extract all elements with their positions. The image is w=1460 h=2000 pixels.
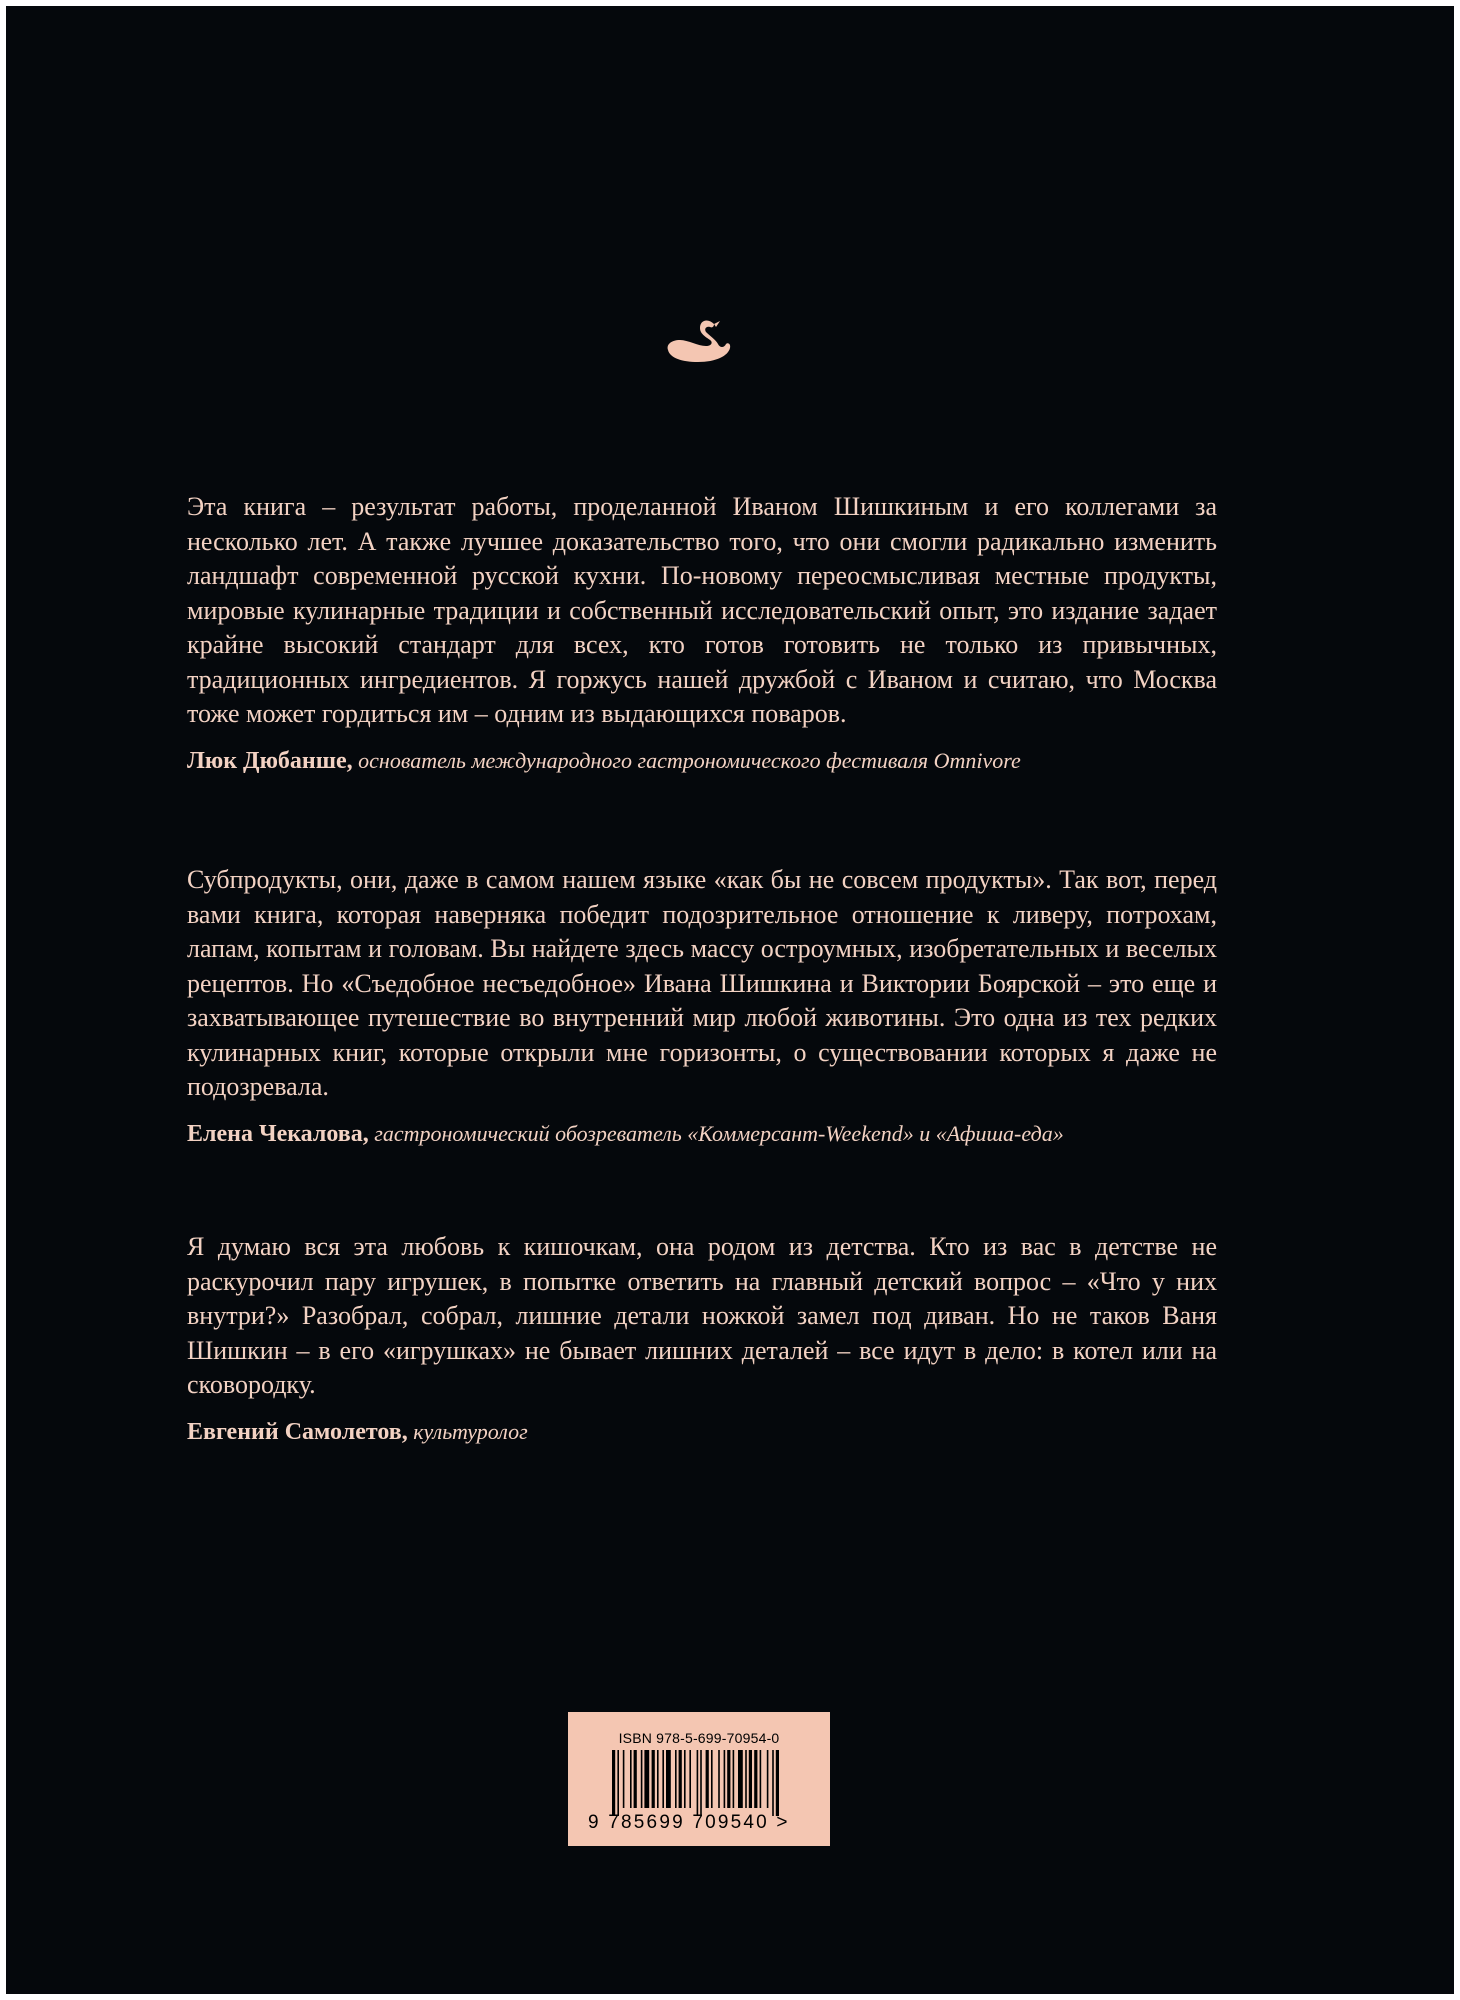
barcode-bars [612,1750,790,1816]
quote-author: Люк Дюбанше, [187,747,353,774]
barcode-bar [644,1750,649,1808]
barcode-digits: 9 785699 709540 > [588,1812,790,1833]
quote-attribution [187,1119,1217,1149]
isbn-barcode [568,1712,830,1846]
barcode-bar [689,1750,691,1808]
barcode-bar [767,1750,769,1808]
barcode-bar [749,1750,752,1808]
swan-icon [664,318,734,364]
barcode-bar [745,1750,747,1808]
quote-block [187,490,1217,776]
quote-text: Я думаю вся эта любовь к кишочкам, она родом из детства. Кто из вас в детстве не раскурочил пару игрушек, в попытке ответить на главный детский вопрос – «Что у них внутри?» Разобрал, собрал, лишние детали ножкой замел под диван. Но не таков Ваня Шишкин – в его «игрушках» не бывает лишних деталей – все идут в дело: в котел или на сковородку. [187,1232,1217,1399]
barcode-bar [657,1750,659,1808]
quote-text: Субпродукты, они, даже в самом нашем языке «как бы не совсем продукты». Так вот, перед вами книга, которая наверняка победит подозрительное отношение к ливеру, потрохам, лапам, копытам и головам. Вы найдете здесь массу остроумных, изобретательных и веселых рецептов. Но «Съедобное несъедобное» Ивана Шишкина и Виктории Боярской – это еще и захватывающее путешествие во внутренний мир любой животины. Это одна из тех редких кулинарных книг, которые открыли мне горизонты, о существовании которых я даже не подозревала. [187,865,1217,1101]
barcode-bar [754,1750,757,1808]
barcode-bar [652,1750,655,1808]
barcode-bar [727,1750,730,1808]
barcode-bar [612,1750,615,1816]
quote-attribution [187,746,1217,776]
barcode-bar [634,1750,637,1808]
quote-text: Эта книга – результат работы, проделанной Иваном Шишкиным и его коллегами за несколько лет. А также лучшее доказательство того, что они смогли радикально изменить ландшафт современной русской кухни. По-новому переосмысливая местные продукты, мировые кулинарные традиции и собственный исследовательский опыт, это издание задает крайне высокий стандарт для всех, кто готов готовить не только из привычных, традиционных ингредиентов. Я горжусь нашей дружбой с Иваном и считаю, что Москва тоже может гордиться им – одним из выдающихся поваров. [187,492,1217,728]
barcode-bar [679,1750,682,1808]
barcode-bar [641,1750,643,1808]
barcode-bar [684,1750,686,1808]
barcode-bar [623,1750,625,1808]
barcode-bar [700,1750,702,1816]
barcode-bar [718,1750,720,1808]
barcode-bar [617,1750,619,1816]
barcode-bar [733,1750,735,1808]
quote-author-role: культуролог [413,1418,528,1444]
quote-author-role: гастрономический обозреватель «Коммерсант-Weekend» и «Афиша-еда» [374,1120,1064,1146]
quote-author: Елена Чекалова, [187,1120,369,1147]
barcode-bar [706,1750,709,1808]
barcode-bar [711,1750,713,1808]
quote-block [187,1230,1217,1447]
quote-block [187,863,1217,1149]
quote-author: Евгений Самолетов, [187,1418,408,1445]
barcode-bar [630,1750,632,1808]
isbn-label: ISBN 978-5-699-70954-0 [618,1730,780,1746]
barcode-bar [772,1750,774,1816]
barcode-bar [666,1750,671,1808]
quote-attribution [187,1417,1217,1447]
barcode-bar [724,1750,726,1808]
quote-author-role: основатель международного гастрономического фестиваля Omnivore [358,747,1021,773]
barcode-bar [776,1750,779,1816]
barcode-bar [675,1750,677,1808]
barcode-bar [738,1750,743,1808]
barcode-bar [697,1750,699,1816]
barcode-bar [662,1750,664,1808]
back-cover [6,6,1454,1994]
barcode-bar [760,1750,762,1808]
